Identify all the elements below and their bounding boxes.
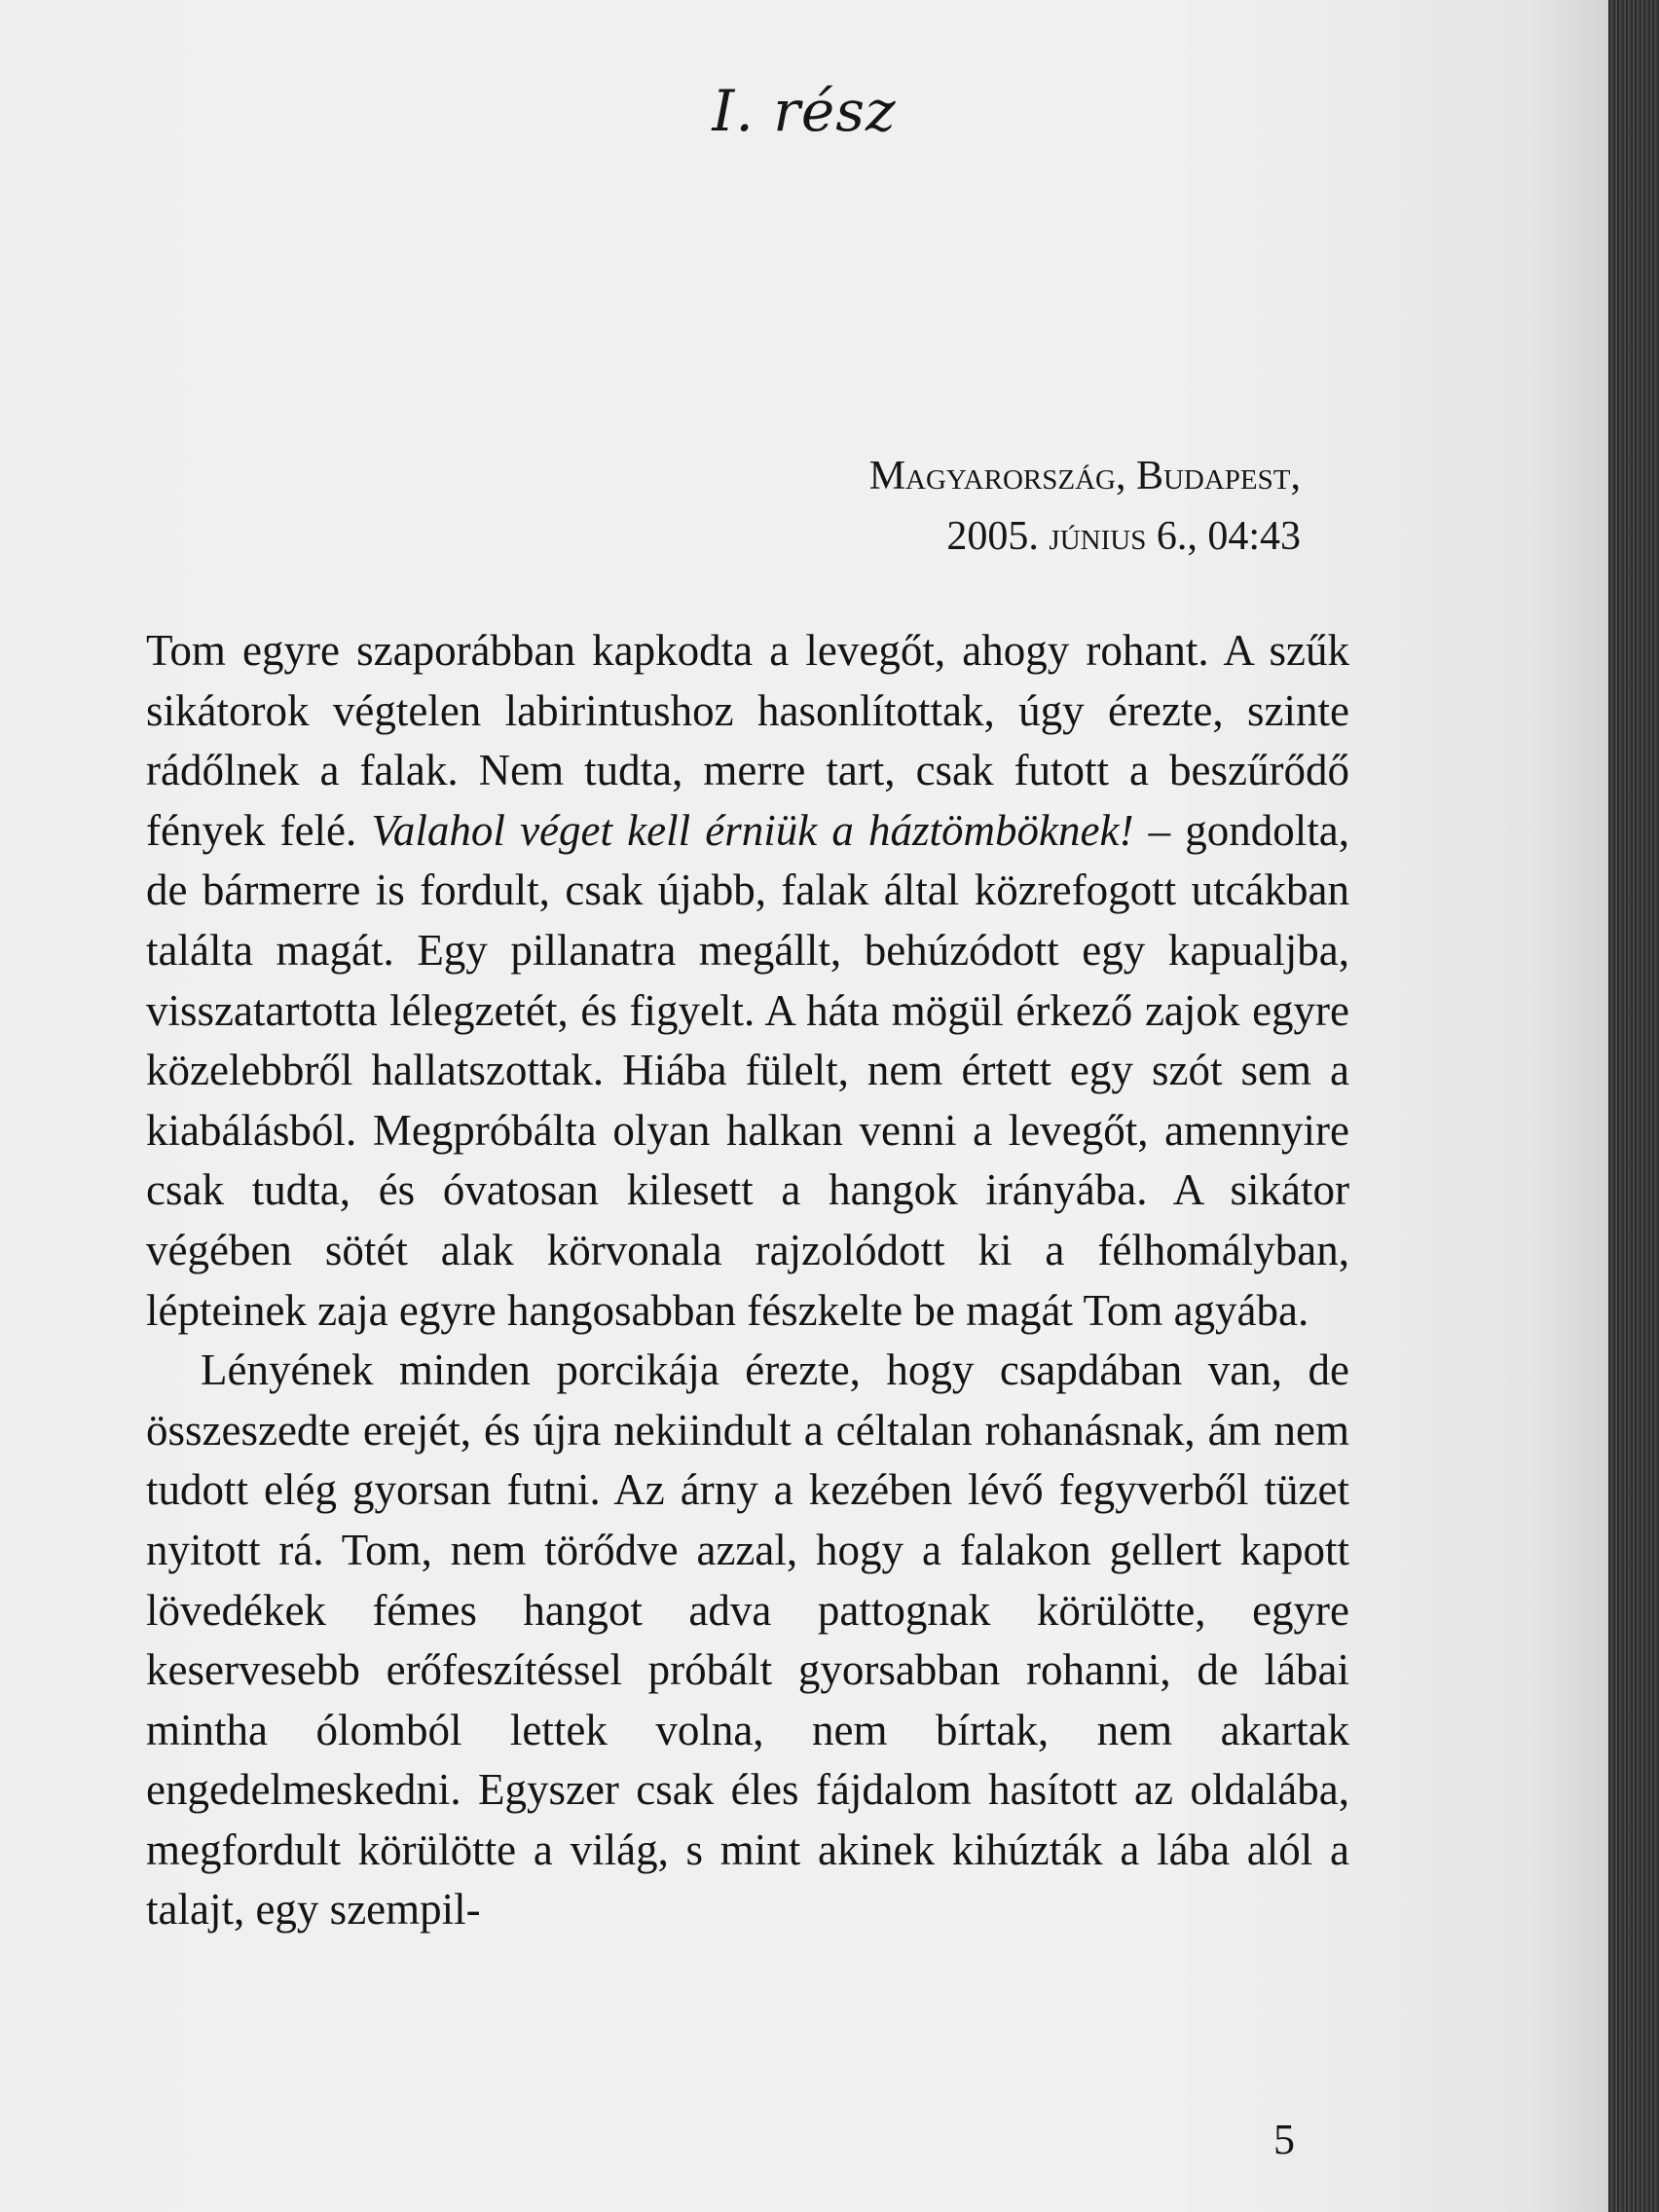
dateline (869, 446, 1301, 567)
dateline-datetime: 2005. június 6., 04:43 (946, 514, 1301, 559)
paragraph-2: Lényének minden porcikája érezte, hogy csapdában van, de összeszedte erejét, és újra nekiindult a céltalan rohanásnak, ám nem tudott elég gyorsan futni. Az árny a kezében lévő fegyverből tüzet nyitott rá. Tom, nem törődve azzal, hogy a falakon gellert kapott lövedékek fémes hangot adva pattognak körülötte, egyre keservesebb erőfeszítéssel próbált gyorsabban rohanni, de lábai mintha ólomból lettek volna, nem bírtak, nem akartak engedelmeskedni. Egyszer csak éles fájdalom hasított az oldalába, megfordult körülötte a világ, s mint akinek kihúzták a lába alól a talajt, egy szempil- (146, 1346, 1349, 1935)
italic-thought: Valahol véget kell érniük a háztömböknek! (371, 805, 1134, 855)
dateline-location: Magyarország, Budapest, (868, 454, 1301, 498)
page-number: 5 (1273, 2116, 1295, 2163)
paragraph-1 (146, 621, 1349, 1341)
chapter-title: I. rész (712, 78, 897, 144)
paragraph-1-start: Tom egyre szaporábban kapkodta a levegőt, ahogy rohant. A szűk sikátorok végtelen labirintushoz hasonlítottak, úgy érezte, szinte rádőlnek a falak. Nem tudta, merre tart, csak futott a beszűrődő fények felé. (146, 626, 1349, 855)
body-text (146, 621, 1349, 1940)
paragraph-1-end: – gondolta, de bármerre is fordult, csak újabb, falak által közrefogott utcákban találta magát. Egy pillanatra megállt, behúzódott egy kapualjba, visszatartotta lélegzetét, és figyelt. A háta mögül érkező zajok egyre közelebbről hallatszottak. Hiába fülelt, nem értett egy szót sem a kiabálásból. Megpróbálta olyan halkan venni a levegőt, amennyire csak tudta, és óvatosan kilesett a hangok irányába. A sikátor végében sötét alak körvonala rajzolódott ki a félhomályban, lépteinek zaja egyre hangosabban fészkelte be magát Tom agyába. (146, 805, 1349, 1335)
book-page-edges (1608, 0, 1659, 2212)
